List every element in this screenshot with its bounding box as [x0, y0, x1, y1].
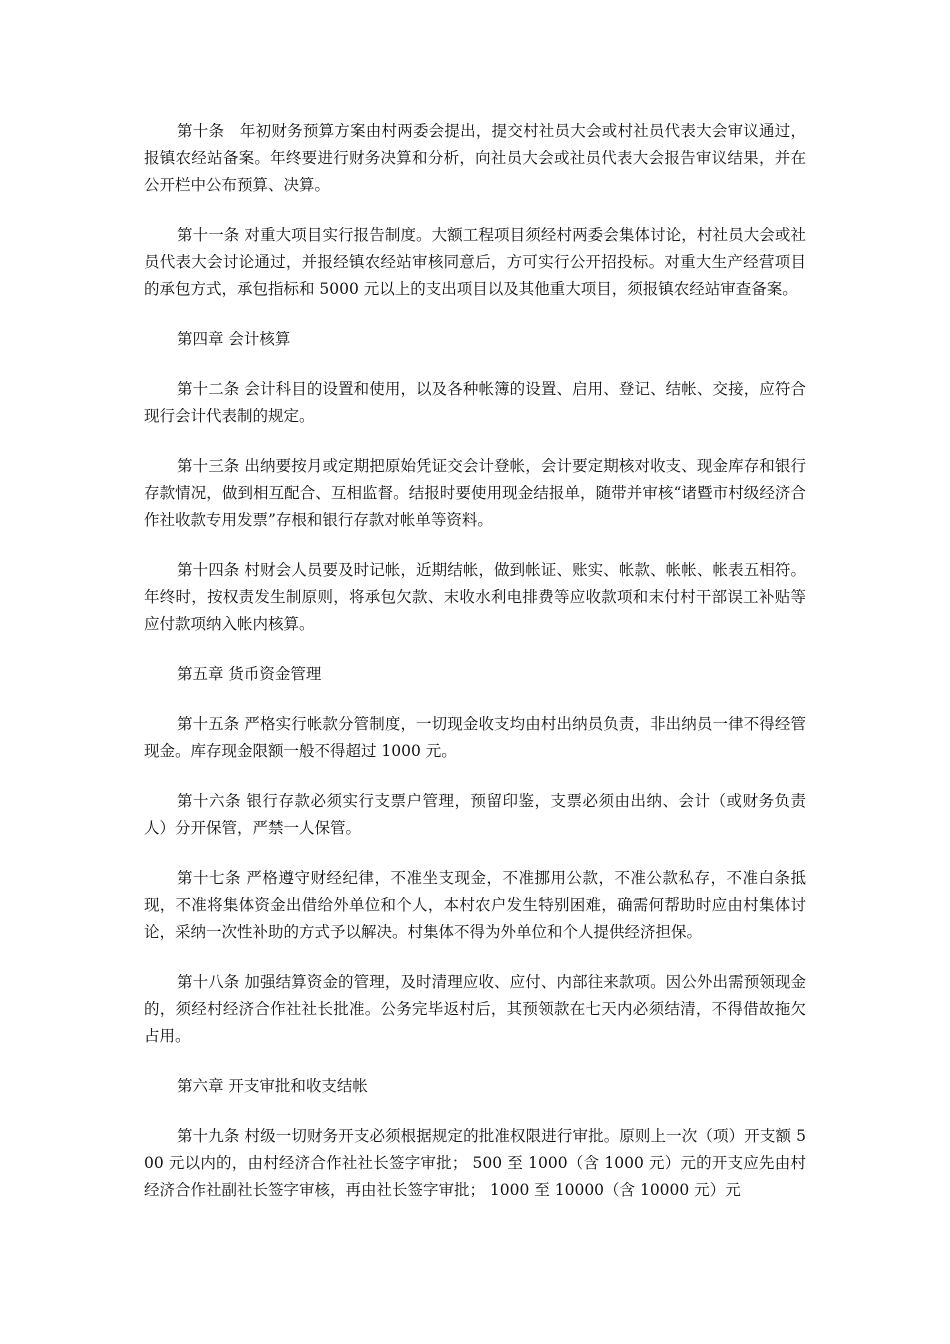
- chapter-6-heading: 第六章 开支审批和收支结帐: [177, 1077, 368, 1095]
- article-19: 第十九条 村级一切财务开支必须根据规定的批准权限进行审批。原则上一次（项）开支额 500 元以内的，由村经济合作社社长签字审批； 500 至 1000（含 1000 元）元的开支应先由村经济合作社副社长签字审核，再由社长签字审批； 1000 至 10000（含 10000 元）元: [144, 1127, 806, 1199]
- document-page: [144, 118, 806, 1204]
- article-13: 第十三条 出纳要按月或定期把原始凭证交会计登帐，会计要定期核对收支、现金库存和银行存款情况，做到相互配合、互相监督。结报时要使用现金结报单，随带并审核“诸暨市村级经济合作社收款专用发票”存根和银行存款对帐单等资料。: [144, 457, 806, 529]
- article-11: 第十一条 对重大项目实行报告制度。大额工程项目须经村两委会集体讨论，村社员大会或社员代表大会讨论通过，并报经镇农经站审核同意后，方可实行公开招投标。对重大生产经营项目的承包方式，承包指标和 5000 元以上的支出项目以及其他重大项目，须报镇农经站审查备案。: [144, 226, 806, 298]
- article-14: 第十四条 村财会人员要及时记帐，近期结帐，做到帐证、账实、帐款、帐帐、帐表五相符。年终时，按权责发生制原则，将承包欠款、末收水利电排费等应收款项和末付村干部误工补贴等应付款项纳入帐内核算。: [144, 561, 806, 633]
- article-17: 第十七条 严格遵守财经纪律，不准坐支现金，不准挪用公款，不准公款私存，不准白条抵现，不准将集体资金出借给外单位和个人，本村农户发生特别困难，确需何帮助时应由村集体讨论，采纳一次性补助的方式予以解决。村集体不得为外单位和个人提供经济担保。: [144, 869, 806, 941]
- chapter-4-heading: 第四章 会计核算: [177, 330, 291, 348]
- article-15: 第十五条 严格实行帐款分管制度，一切现金收支均由村出纳员负责，非出纳员一律不得经管现金。库存现金限额一般不得超过 1000 元。: [144, 715, 806, 760]
- article-10: 第十条 年初财务预算方案由村两委会提出，提交村社员大会或村社员代表大会审议通过，报镇农经站备案。年终要进行财务决算和分析，向社员大会或社员代表大会报告审议结果，并在公开栏中公布预算、决算。: [144, 122, 806, 194]
- article-18: 第十八条 加强结算资金的管理，及时清理应收、应付、内部往来款项。因公外出需预领现金的，须经村经济合作社社长批准。公务完毕返村后，其预领款在七天内必须结清，不得借故拖欠占用。: [144, 973, 806, 1045]
- article-12: 第十二条 会计科目的设置和使用，以及各种帐簿的设置、启用、登记、结帐、交接，应符合现行会计代表制的规定。: [144, 380, 806, 425]
- article-16: 第十六条 银行存款必须实行支票户管理，预留印鉴，支票必须由出纳、会计（或财务负责人）分开保管，严禁一人保管。: [144, 792, 806, 837]
- chapter-5-heading: 第五章 货币资金管理: [177, 665, 322, 683]
